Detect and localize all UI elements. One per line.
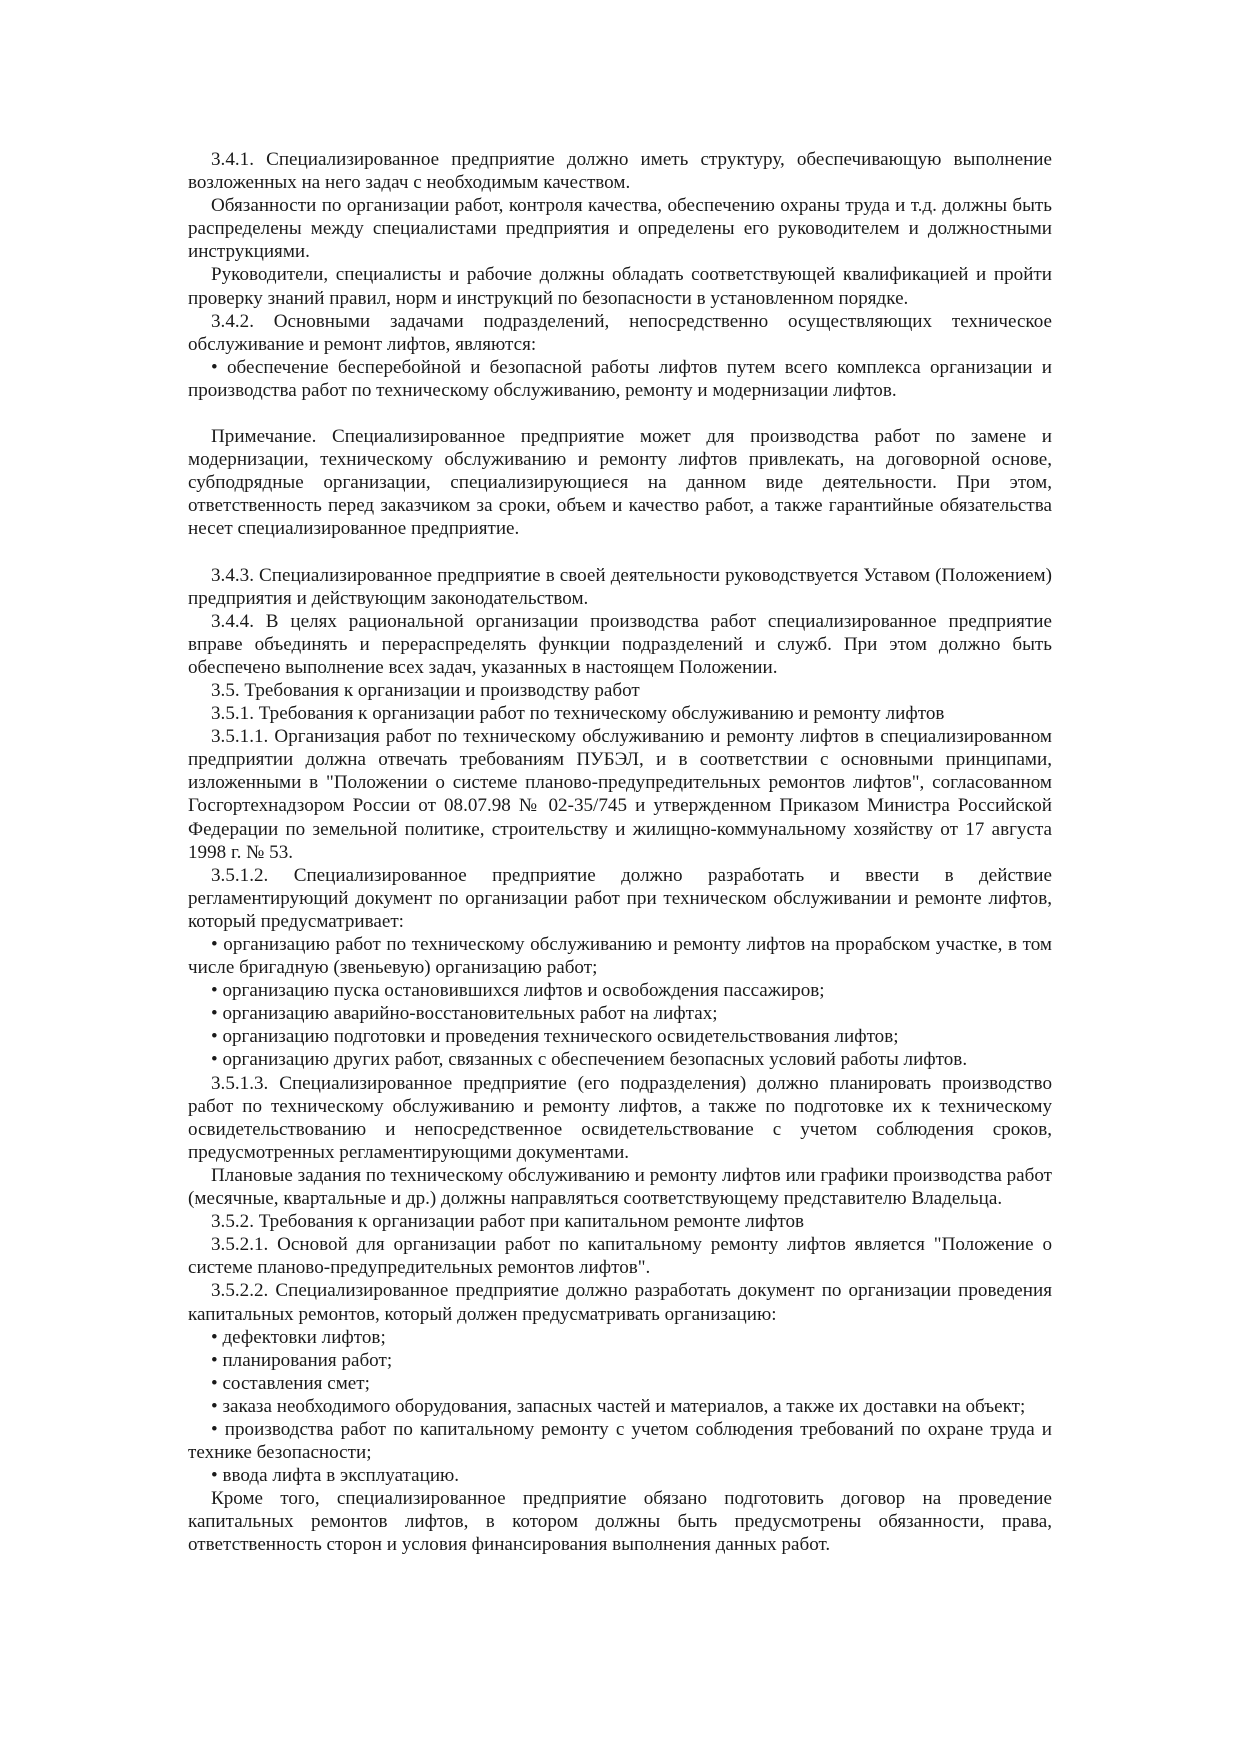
bullet-item: • заказа необходимого оборудования, запасных частей и материалов, а также их доставки на объект; (211, 1395, 1026, 1417)
paragraph-3-5-2-2: 3.5.2.2. Специализированное предприятие должно разработать документ по организации проведения капитальных ремонтов, который должен предусматривать организацию: (188, 1280, 1052, 1325)
paragraph-3-4-4: 3.4.4. В целях рациональной организации производства работ специализированное предприятие вправе объединять и перераспределять функции подразделений и служб. При этом должно быть обеспечено выполнение всех задач, указанных в настоящем Положении. (188, 610, 1052, 678)
paragraph-3-5-1-2: 3.5.1.2. Специализированное предприятие должно разработать и ввести в действие регламентирующий документ по организации работ при техническом обслуживании и ремонте лифтов, который предусматривает: (188, 864, 1052, 932)
paragraph-spacer (188, 541, 1052, 564)
paragraph-contract: Кроме того, специализированное предприятие обязано подготовить договор на проведение капитальных ремонтов лифтов, в котором должны быть предусмотрены обязанности, права, ответственность сторон и условия финансирования выполнения данных работ. (188, 1488, 1052, 1556)
paragraph-3-5-2-1: 3.5.2.1. Основой для организации работ по капитальному ремонту лифтов является "Положение о системе планово-предупредительных ремонтов лифтов". (188, 1234, 1052, 1279)
paragraph-3-5-1-1: 3.5.1.1. Организация работ по техническому обслуживанию и ремонту лифтов в специализированном предприятии должна отвечать требованиям ПУБЭЛ, и в соответствии с основными принципами, изложенными в "Положении о системе планово-предупредительных ремонтов лифтов", согласованном Госгортехнадзором России от 08.07.98 № 02-35/745 и утвержденном Приказом Министра Российской Федерации по земельной политике, строительству и жилищно-коммунальному хозяйству от 17 августа 1998 г. № 53. (188, 726, 1052, 863)
bullet-item: • дефектовки лифтов; (211, 1326, 386, 1348)
section-heading-3-5-2: 3.5.2. Требования к организации работ при капитальном ремонте лифтов (211, 1211, 805, 1233)
section-heading-3-5-1: 3.5.1. Требования к организации работ по техническому обслуживанию и ремонту лифтов (211, 703, 945, 725)
paragraph-note: Примечание. Специализированное предприятие может для производства работ по замене и модернизации, техническому обслуживанию и ремонту лифтов привлекать, на договорной основе, субподрядные организации, специализирующиеся на данном виде деятельности. При этом, ответственность перед заказчиком за сроки, объем и качество работ, а также гарантийные обязательства несет специализированное предприятие. (188, 426, 1052, 540)
bullet-item: • организацию работ по техническому обслуживанию и ремонту лифтов на прорабском участке, в том числе бригадную (звеньевую) организацию работ; (188, 934, 1052, 979)
paragraph-duties: Обязанности по организации работ, контроля качества, обеспечению охраны труда и т.д. должны быть распределены между специалистами предприятия и определены его руководителем и должностными инструкциями. (188, 195, 1052, 263)
paragraph-3-4-1: 3.4.1. Специализированное предприятие должно иметь структуру, обеспечивающую выполнение возложенных на него задач с необходимым качеством. (188, 149, 1052, 194)
paragraph-3-4-3: 3.4.3. Специализированное предприятие в своей деятельности руководствуется Уставом (Положением) предприятия и действующим законодательством. (188, 564, 1052, 609)
paragraph-spacer (188, 402, 1052, 425)
bullet-item: • планирования работ; (211, 1349, 393, 1371)
bullet-item: • организацию других работ, связанных с обеспечением безопасных условий работы лифтов. (211, 1049, 968, 1071)
bullet-item: • ввода лифта в эксплуатацию. (211, 1465, 460, 1487)
bullet-item: • составления смет; (211, 1372, 370, 1394)
bullet-item: • организацию аварийно-восстановительных работ на лифтах; (211, 1003, 718, 1025)
bullet-item: • обеспечение бесперебойной и безопасной работы лифтов путем всего комплекса организации и производства работ по техническому обслуживанию, ремонту и модернизации лифтов. (188, 356, 1052, 401)
bullet-item: • производства работ по капитальному ремонту с учетом соблюдения требований по охране труда и технике безопасности; (188, 1418, 1052, 1464)
section-heading-3-5: 3.5. Требования к организации и производству работ (211, 679, 640, 701)
bullet-item: • организацию подготовки и проведения технического освидетельствования лифтов; (211, 1026, 899, 1048)
paragraph-plans: Плановые задания по техническому обслуживанию и ремонту лифтов или графики производства работ (месячные, квартальные и др.) должны направляться соответствующему представителю Владельца. (188, 1164, 1052, 1210)
bullet-item: • организацию пуска остановившихся лифтов и освобождения пассажиров; (211, 980, 825, 1002)
paragraph-3-5-1-3: 3.5.1.3. Специализированное предприятие (его подразделения) должно планировать производство работ по техническому обслуживанию и ремонту лифтов, а также по подготовке их к техническому освидетельствованию и непосредственное освидетельствование с учетом соблюдения сроков, предусмотренных регламентирующими документами. (188, 1072, 1052, 1163)
document-page (188, 148, 1052, 1557)
paragraph-3-4-2: 3.4.2. Основными задачами подразделений, непосредственно осуществляющих техническое обслуживание и ремонт лифтов, являются: (188, 310, 1052, 355)
paragraph-qualification: Руководители, специалисты и рабочие должны обладать соответствующей квалификацией и пройти проверку знаний правил, норм и инструкций по безопасности в установленном порядке. (188, 264, 1052, 309)
